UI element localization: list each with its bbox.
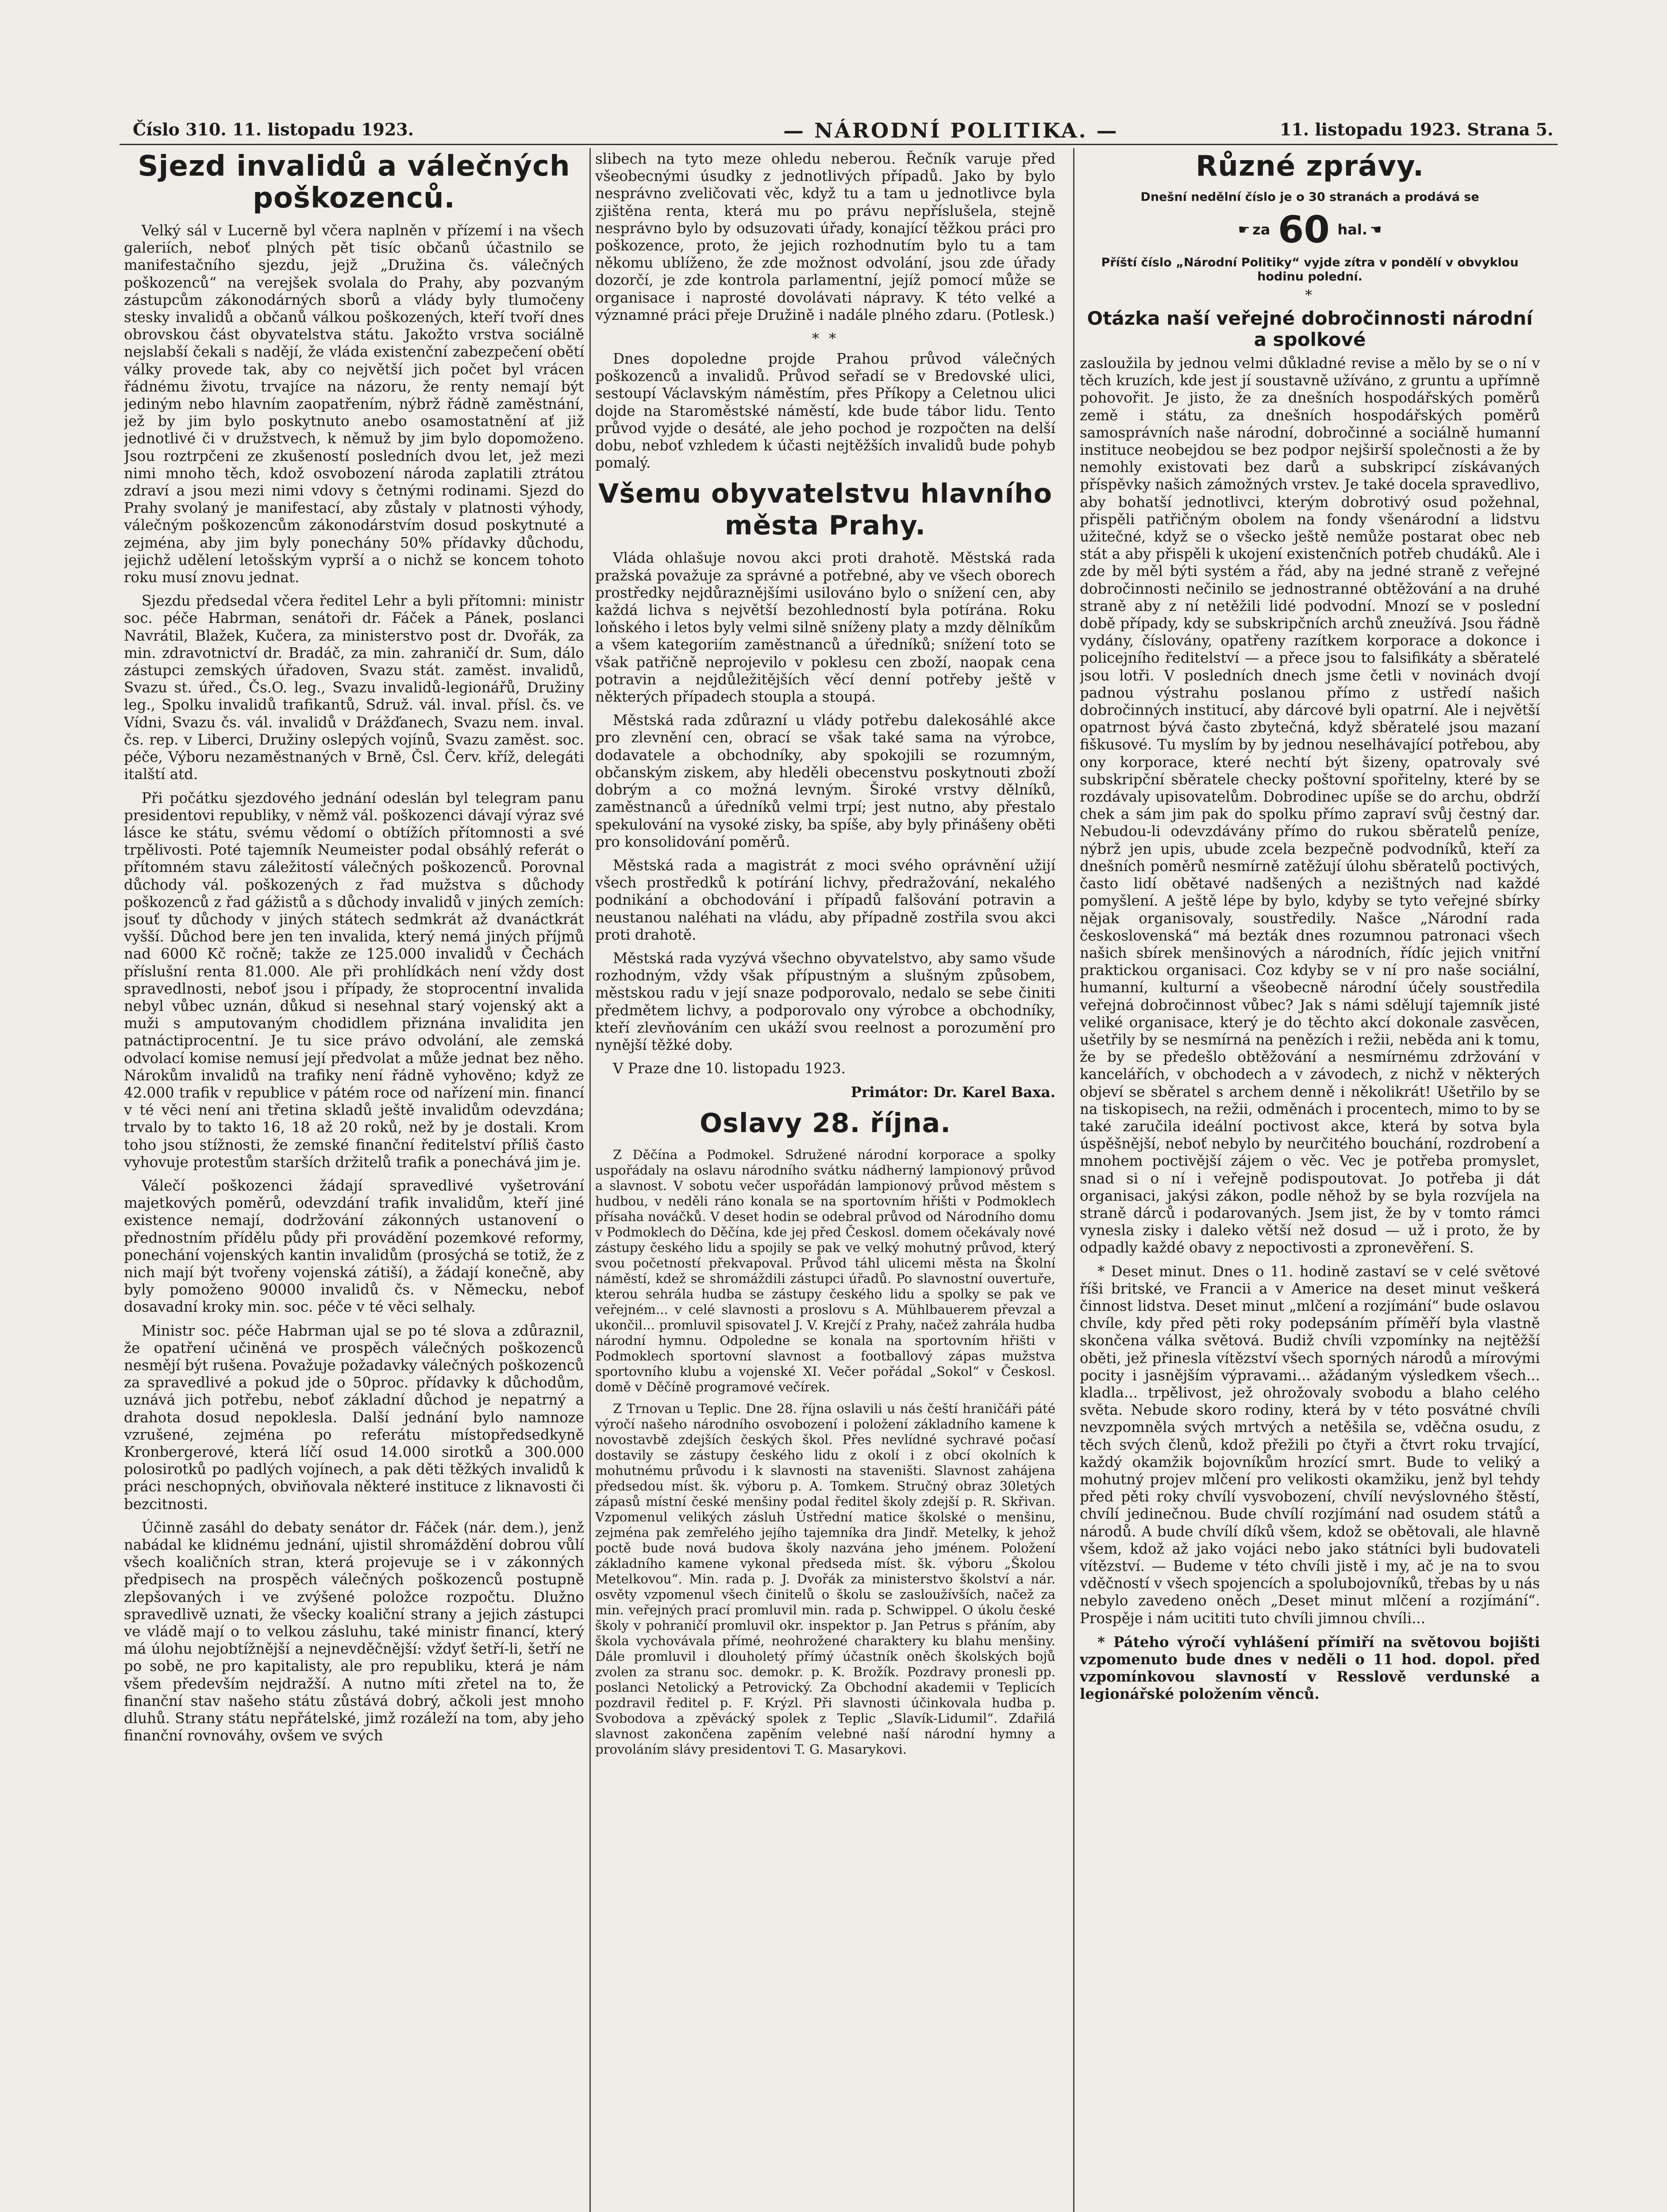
price-box [1080, 208, 1540, 251]
article-title: Oslavy 28. října. [700, 1107, 951, 1139]
paragraph: * Páteho výročí vyhlášení přímiří na světovou bojišti vzpomenuto bude dnes v neděli o 11 hod. dopol. před vzpomínkovou slavností v Resslově verdunské a legionářské položením věnců. [1080, 1633, 1540, 1703]
signature: Primátor: Dr. Karel Baxa. [851, 1083, 1055, 1101]
paragraph: zasloužila by jednou velmi důkladné revise a mělo by se o ní v těch kruzích, kde jest jí soustavně užíváno, z gruntu a upřímně pohovořit. Je jisto, že za dnešních hospodářských poměrů země i státu, za dnešních hospodářských poměrů samosprávních naše národní, dobročinné a sociálně humanní instituce neobejdou se bez podpor nejširší společnosti a že by nemohly existovati bez darů a subskripcí získávaných příspěvky našich zámožných vrstev. Je také docela spravedlivo, aby bohatší jednotlivci, kterým dobrotivý osud požehnal, přispěli patřičným obolem na fondy všenárodní a lidstvu užitečné, když se o všecko ještě nemůže postarat obec neb stát a aby přispěli k ukojení existenčních potřeb chudáků. Ale i zde by měl býti systém a řád, aby na jedné straně z veřejné dobročinnosti nečinilo se jednostranné obtěžování a na druhé straně aby z ní netěžili lidé podvodní. Mnozí se v poslední době případy, kdy se subskripčních archů zneužívá. Jsou řádně vydány, číslovány, opatřeny razítkem korporace a dokonce i policejního ředitelství — a přece jsou to falsifikáty a sběratelé jsou lotři. V posledních dnech jsme četli v novinách dvojí padnou výstrahu poslanou přímo z ustředí našich dobročinných institucí, aby dárcové byli opatrní. Ale i největší opatrnost bývá často zbytečná, když sběratelé jsou mazaní fiškusové. Tu myslím by by jednou neselhávající potřebou, aby ony korporace, které nechtí být šizeny, opatrovaly své subskripční sběratele checky poštovní spořitelny, které by se rozdávaly upisovatelům. Dobrodinec upíše se do archu, obdrží chek a sám jim pak do spolku přímo zapraví svůj čestný dar. Nebudou-li odevzdávány přímo do rukou sběratelů peníze, nýbrž jen upis, ubude zcela bezpečně podvodníků, kteří za dnešních poměrů nesmírně zatěžují úlohu sběratelů poctivých, často lidí obětavé nadšených a nezištných nad každé pomyšlení. A ještě lépe by bylo, kdyby se tyto veřejné sbírky nějak organisovaly, soustředily. Našce „Národní rada československá“ má bezták dnes rozumnou patronaci všech našich sbírek menšinových a národních, řídíc jejich vnitřní praktickou organisaci. Coz kdyby se v ní pro naše sociální, humanní, kulturní a všeobecně národní účely soustředila veřejná dobročinnost vůbec? Jak s námi sdělují tajemník jisté veliké organisace, který je do těchto akcí dokonale zasvěcen, ušetřily by se nesmírná na penězích i režii, neběda ani k tomu, že by se předešlo obtěžování a nesmírnému zdržování v kancelářích, v obchodech a v závodech, z nichž v některých objeví se sběratel s archem denně i několikrát! Ušetřilo by se na tiskopisech, na režii, odměnách i procentech, mimo to by se také zaručila ideální poctivost akce, která by sotva byla úspěšnější, neboť nebylo by neurčitého bouchání, rozdrobení a mnohem poctivější zájem o věc. Vec je potřeba promyslet, snad si o ní i veřejně podispoutovat. Jo potřeba ji dát organisaci, jakýsi zákon, podle něhož by se byla rozvíjela na straně dárců i podarovaných. Jsem jist, že by v tomto rámci vynesla zisky i daleko větší než dosud — už i proto, že by odpadly každé obavy z nepoctivosti a zpronevěření. S. [1080, 355, 1540, 1256]
paragraph: Velký sál v Lucerně byl včera naplněn v přízemí i na všech galeriích, neboť plných pět tisíc občanů účastnilo se manifestačního sjezdu, jejž „Družina čs. válečných poškozenců“ na verejšek svolala do Prahy, aby pozvaným zástupcům zákonodárných sborů a vlády byly tlumočeny stesky invalidů a občanů válkou poškozených, kteří tvoří dnes obrovskou část obyvatelstva státu. Jakožto vrstva sociálně nejslabší čekali s nadějí, že vláda existenční zabezpečení obětí války provede tak, aby co největší jich počet byl vrácen řádnému životu, trvajíce na názoru, že renty nemají být jediným nebo hlavním zaopatřením, nýbrž řádně zaměstnání, jež by jim bylo poskytnuto anebo osamostatnění ať již jednotlivé či v družstvech, k němuž by jim bylo dopomoženo. Jsou roztrpčeni ze zkušeností posledních dvou let, jež mezi nimi mnoho těch, kdož osvobození národa zaplatili ztrátou zdraví a jsou mezi nimi vdovy s četnými rodinami. Sjezd do Prahy svolaný je manifestací, aby zůstaly v platnosti výhody, válečným poškozencům zákonodárstvím dosud poskytnuté a zejména, aby jim byly ponechány 50% přídavky důchodu, jejichž udělení letošským vyprší a o nichž se koncem tohoto roku musí znovu jednat. [124, 222, 584, 586]
issue-info: Číslo 310. 11. listopadu 1923. [133, 119, 414, 139]
paragraph: Z Trnovan u Teplic. Dne 28. října oslavili u nás čeští hraničáři páté výročí našeho národního osvobození i položení základního kamene k novostavbě zdejších českých škol. Přes nevlídné sychravé počasí dostavily se zástupy českého lidu z okolí i z obcí okolních k mohutnému průvodu i k slavnosti na staveništi. Slavnost zahájena předsedou míst. šk. výboru p. A. Tomkem. Stručný obraz 30letých zápasů místní české menšiny podal ředitel školy zdejší p. R. Skřivan. Vzpomenul velikých zásluh Ústřední matice školské o menšinu, zejména pak zemřelého jejího tajemníka dra Jindř. Metelky, k jehož poctě bude nová budova školy nazvána jeho jménem. Položení základního kamene vykonal předseda míst. šk. výboru „Školou Metelkovou“. Min. rada p. J. Dvořák za ministerstvo školství a nár. osvěty vzpomenul všech činitelů o školu se zasloužívších, načež za min. veřejných prací promluvil min. rada p. Schwippel. O úkolu české školy v pohraničí promluvil okr. inspektor p. Jan Petrus s přáním, aby škola vychovávala přímé, neohrožené charaktery ku blahu menšiny. Dále promluvil i dlouholetý přímý účastník oněch školských bojů zvolen za stranu soc. demokr. p. K. Brožík. Pozdravy pronesli pp. poslanci Netolický a Petrovický. Za Obchodní akademii v Teplicích pozdravil ředitel p. F. Krýzl. Při slavnosti účinkovala hudba p. Svobodova a zpěvácký spolek z Teplic „Slavík-Lidumil“. Zdařilá slavnost zakončena zapěním velebné naší národní hymny a provoláním slávy presidentovi T. G. Masarykovi. [595, 1401, 1055, 1757]
paragraph: Ministr soc. péče Habrman ujal se po té slova a zdůraznil, že opatření učiněná ve prospěch válečných poškozenců nesmějí být rušena. Považuje požadavky válečných poškozenců za spravedlivé a pokud jde o 50proc. přídavky k důchodům, uznává jich potřebu, neboť základní důchod je nepatrný a drahota dosud nepoklesla. Další jednání bylo namnoze vzrušené, zejména po referátu místopředsedkyně Kronbergerové, která líčí osud 14.000 sirotků a 300.000 polosirotků po padlých vojínech, a pak děti těžkých invalidů k práci neschopných, obviňovala některé instituce z liknavosti či bezcitnosti. [124, 1322, 584, 1513]
column-divider [589, 148, 591, 2212]
newspaper-title: — NÁRODNÍ POLITIKA. — [783, 119, 1119, 142]
article-title: Sjezd invalidů a válečných poškozenců. [138, 150, 570, 215]
page-header [111, 111, 1553, 146]
dateline: V Praze dne 10. listopadu 1923. [613, 1060, 846, 1077]
header-rule [119, 144, 1558, 145]
paragraph: Sjezdu předsedal včera ředitel Lehr a byli přítomni: ministr soc. péče Habrman, senátoři dr. Fáček a Pánek, poslanci Navrátil, Blažek, Kučera, za ministerstvo post dr. Dvořák, za min. zdravotnictví dr. Bradáč, za min. zahraničí dr. Sum, dálo zástupci zemských úřadoven, Svazu stát. zaměst. invalidů, Svazu st. úřed., Čs.O. leg., Svazu invalidů-legionářů, Družiny leg., Spolku invalidů trafikantů, Sdruž. vál. inval. přísl. čs. ve Vídni, Svazu čs. vál. invalidů v Drážďanech, Svazu nem. inval. čs. rep. v Liberci, Družiny oslepých vojínů, Svazu zaměst. soc. péče, Výboru nezaměstnaných v Brně, Čsl. Červ. kříž, delegáti italští atd. [124, 592, 584, 783]
notice: Příští číslo „Národní Politiky“ vyjde zítra v pondělí v obvyklou hodinu polední. [1101, 256, 1519, 284]
column-1 [124, 150, 584, 1751]
separator-stars: * * [812, 330, 839, 347]
page-info: 11. listopadu 1923. Strana 5. [1279, 119, 1553, 139]
notice: Dnešní nedělní číslo je o 30 stranách a prodává se [1140, 190, 1479, 204]
price-unit: hal. [1337, 221, 1367, 238]
paragraph: Dnes dopoledne projde Prahou průvod válečných poškozenců a invalidů. Průvod seřadí se v Bredovské ulici, sestoupí Václavským náměstím, přes Příkopy a Celetnou ulici dojde na Staroměstské náměstí, kde bude tábor lidu. Tento průvod vyjde o desáté, ale jeho pochod je rozpočten na delší dobu, neboť vzhledem k účasti nejtěžších invalidů bude pohyb pomalý. [595, 350, 1055, 472]
paragraph: Z Děčína a Podmokel. Sdružené národní korporace a spolky uspořádaly na oslavu národního svátku nádherný lampionový průvod a slavnost. V sobotu večer uspořádán lampionový průvod městem s hudbou, v neděli ráno konala se na sportovním hřišti v Podmoklech přísaha nováčků. V deset hodin se odebral průvod od Národního domu v Podmoklech do Děčína, kde jej před Českosl. domem očekávaly nové zástupy českého lidu a spojily se pak ve velký mohutný průvod, který svou početností překvapoval. Průvod táhl ulicemi města na Školní náměstí, kdež se shromáždili zástupci úřadů. Po slavnostní ouvertuře, kterou sehrála hudba se zástupy českého lidu a spolky se pak ve veřejném... v celé slavnosti a proslovu s A. Mühlbauerem převzal a ukončil... promluvil spisovatel J. V. Krejčí z Prahy, načež zahrála hudba národní hymnu. Odpoledne se konala na sportovním hřišti v Podmoklech sportovní slavnost a footballový zápas mužstva sportovního klubu a vojenské XI. Večer pořádal „Sokol“ v Českosl. domě v Děčíně programové večírek. [595, 1147, 1055, 1394]
paragraph: Válečí poškozenci žádají spravedlivé vyšetrování majetkových poměrů, odevzdání trafik invalidům, kteří jiné existence nemají, dodržování zákonných ustanovení o přednostním přídělu půdy při provádění pozemkové reformy, ponechání vojenských kantin invalidům (prosýchá se totiž, že z nich mají být tvořeny vojenská zátiší), a žádají konečně, aby byly pomoženo 90000 invalidů čs. v Německu, nebof dosavadní kroky min. soc. péče v té věci selhaly. [124, 1177, 584, 1316]
article-title: Všemu obyvatelstvu hlavního města Prahy. [598, 478, 1052, 541]
price-value: 60 [1278, 208, 1330, 251]
paragraph: Městská rada vyzývá všechno obyvatelstvo, aby samo všude rozhodným, vždy však přípustným a slušným způsobem, městskou radu v její snaze podporovalo, nedalo se sebe činiti předmětem lichvy, a podporovalo ony výrobce a obchodníky, kteří zlevňováním cen ukáží svou reelnost a porozumění pro nynější těžké doby. [595, 949, 1055, 1053]
price-prefix: za [1252, 221, 1270, 238]
column-divider [1073, 148, 1074, 2212]
column-2 [595, 150, 1055, 1763]
paragraph: Při počátku sjezdového jednání odeslán byl telegram panu presidentovi republiky, v němž vál. poškozenci dávají výraz své lásce ke státu, svému vědomí o obtížích přítomnosti a své trpělivosti. Poté tajemník Neumeister podal obsáhlý referát o přítomném stavu záležitostí válečných poškozenců. Porovnal důchody vál. poškozených z řad mužstva s důchody poškozenců z řad gážistů a s důchody invalidů v jiných zemích: jsouť ty důchody v jiných státech sedmkrát až dvanáctkrát vyšší. Důchod bere jen ten invalida, který nemá jiných příjmů nad 6000 Kč ročně; takže ze 125.000 invalidů v Čechách příslušní renta 81.000. Ale při prohlídkách není vždy dost spravedlnosti, neboť jsou i případy, že stoprocentní invalida nebyl vůbec uznán, důkud si nesehnal starý vojenský akt a muži s amputovaným chodidlem přiznána invalidita jen patnáctiprocentní. Je tu sice právo odvolání, ale zemská odvolací komise nemusí její předvolat a může jednat bez něho. Nárokům invalidů na trafiky není řádně vyhověno; když ze 42.000 trafik v republice v pátém roce od nařízení min. financí v té věci není ani třetina skladů ještě invalidům odevzdána; trvalo by to takto 16, 18 až 20 roků, než by je dostali. Krom toho jsou stížnosti, že zemské finanční ředitelství příliš často vyhovuje protestům starších držitelů trafik a ponechává jim je. [124, 789, 584, 1171]
column-3 [1080, 150, 1540, 1709]
paragraph: Městská rada a magistrát z moci svého oprávnění užijí všech prostředků k potírání lichvy, předražování, nekalého podnikání a obchodování i případů falšování potravin a neustanou naléhati na vládu, aby případně zostřila svou akci proti drahotě. [595, 856, 1055, 943]
section-title: Různé zprávy. [1195, 150, 1424, 183]
paragraph: * Deset minut. Dnes o 11. hodině zastaví se v celé světové říši britské, ve Francii a v Americe na deset minut veškerá činnost lidstva. Deset minut „mlčení a rozjímání“ bude oslavou chvíle, kdy před pěti roky podepsáním příměří byla vlastně skončena válka světová. Budiž chvíli vzpomínky na nejtěžší oběti, jež přinesla vítězství všech sporných národů a mírovými pocity i jasnějším výpravami... ažádaným výsledkem všech... kladla... trpělivost, jež ohrožovaly svobodu a blaho celého světa. Nebude skoro rodiny, která by v této posvátné chvíli nevzpomněla svých mrtvých a netěšila se, vděčna osudu, z těch svých členů, kdož přežili po čtyři a čtvrt roku trvající, každý okamžik bojovníkům hrozící smrt. Bude to veliký a mohutný projev mlčení pro velikosti okamžiku, jenž byl tehdy před pěti roky chvílí vysvobození, chvílí nevýslovného štěstí, chvílí jedinečnou. Bude chvílí rozjímání nad osudem států a národů. A bude chvílí díků všem, kdož se obětovali, ale hlavně všem, kdož až jako vojáci nebo jako státníci byli budovateli vítězství. — Budeme v této chvíli jistě i my, ač je na to svou vděčností v všech spojencích a spolubojovníků, třebas by u nás nebylo zavedeno oněch „Deset minut mlčení a rozjímání“. Prospěje i nám ucititi tuto chvíli jimnou chvíli... [1080, 1263, 1540, 1627]
paragraph: Vláda ohlašuje novou akci proti drahotě. Městská rada pražská považuje za správné a potřebné, aby ve všech oborech prostředky nejdůraznějšími usilováno bylo o snížení cen, aby každá lichva s největší bezohledností byla potírána. Roku loňského i letos byly velmi silně sníženy platy a mzdy dělníkům a všem kategoriím zaměstnanců a úředníků; snížení toto se však patřičně neprojevilo v poklesu cen zboží, naopak cena potravin a nejdůležitějších věcí denní potřeby ještě v některých případech stoupla a stoupá. [595, 549, 1055, 706]
paragraph: Účinně zasáhl do debaty senátor dr. Fáček (nár. dem.), jenž nabádal ke klidnému jednání, ujistil shromáždění dobrou vůlí všech koaličních stran, která projevuje se i v zákonných předpisech na prospěch válečných poškozenců postupně zlepšovaných i ve zvýšené položce rozpočtu. Dlužno spravedlivě uznati, že všecky koaliční strany a jejich zástupci ve vládě mají o to velkou zásluhu, také ministr financí, který má úlohu nejobtížnější a nejnevděčnější: vždyť šetří-li, šetří ne po sobě, ne pro kapitalisty, ale pro republiku, která je nám všem především nejdražší. A nutno míti zřetel na to, že finanční stav našeho státu zůstává dobrý, ačkoli jest mnoho dluhů. Strany státu nepřátelské, jimž rozáleží na tom, aby jeho finanční rovnováhy, ovšem ve svých [124, 1519, 584, 1744]
article-title: Otázka naší veřejné dobročinnosti národní a spolkové [1087, 307, 1533, 350]
paragraph: slibech na tyto meze ohledu neberou. Řečník varuje před všeobecnými úsudky z jednotlivých případů. Jako by bylo nesprávno zveličovati věc, když tu a tam u jednotlivce byla zjištěna renta, která mu po právu nepříslušela, stejně nesprávno bylo by odsuzovati úřady, konající těžkou práci pro poškozence, proto, že jejich rozhodnutím bylo tu a tam někomu ublíženo, že zde možnost odvolání, jsou zde úřady dozorčí, je zde kontrola parlamentní, jejíž pomocí může se organisace i naprosté dovolávati nápravy. K této velké a významné práci přeje Družině i nadále plného zdaru. (Potlesk.) [595, 150, 1055, 323]
separator-stars: * [1305, 287, 1315, 303]
pointing-hand-icon: ☚ [1370, 222, 1382, 238]
pointing-hand-icon: ☛ [1238, 222, 1250, 238]
paragraph: Městská rada zdůrazní u vlády potřebu dalekosáhlé akce pro zlevnění cen, obrací se však také sama na výrobce, dodavatele a obchodníky, aby spokojili se rozumným, občanským ziskem, aby hleděli obecenstvu poskytnouti zboží dobrým a co možná levným. Široké vrstvy dělníků, zaměstnanců a úředníků velmi trpí; jest nutno, aby přestalo spekulování na vysoké zisky, ba spíše, aby byly přinášeny oběti pro konsolidování poměrů. [595, 712, 1055, 850]
